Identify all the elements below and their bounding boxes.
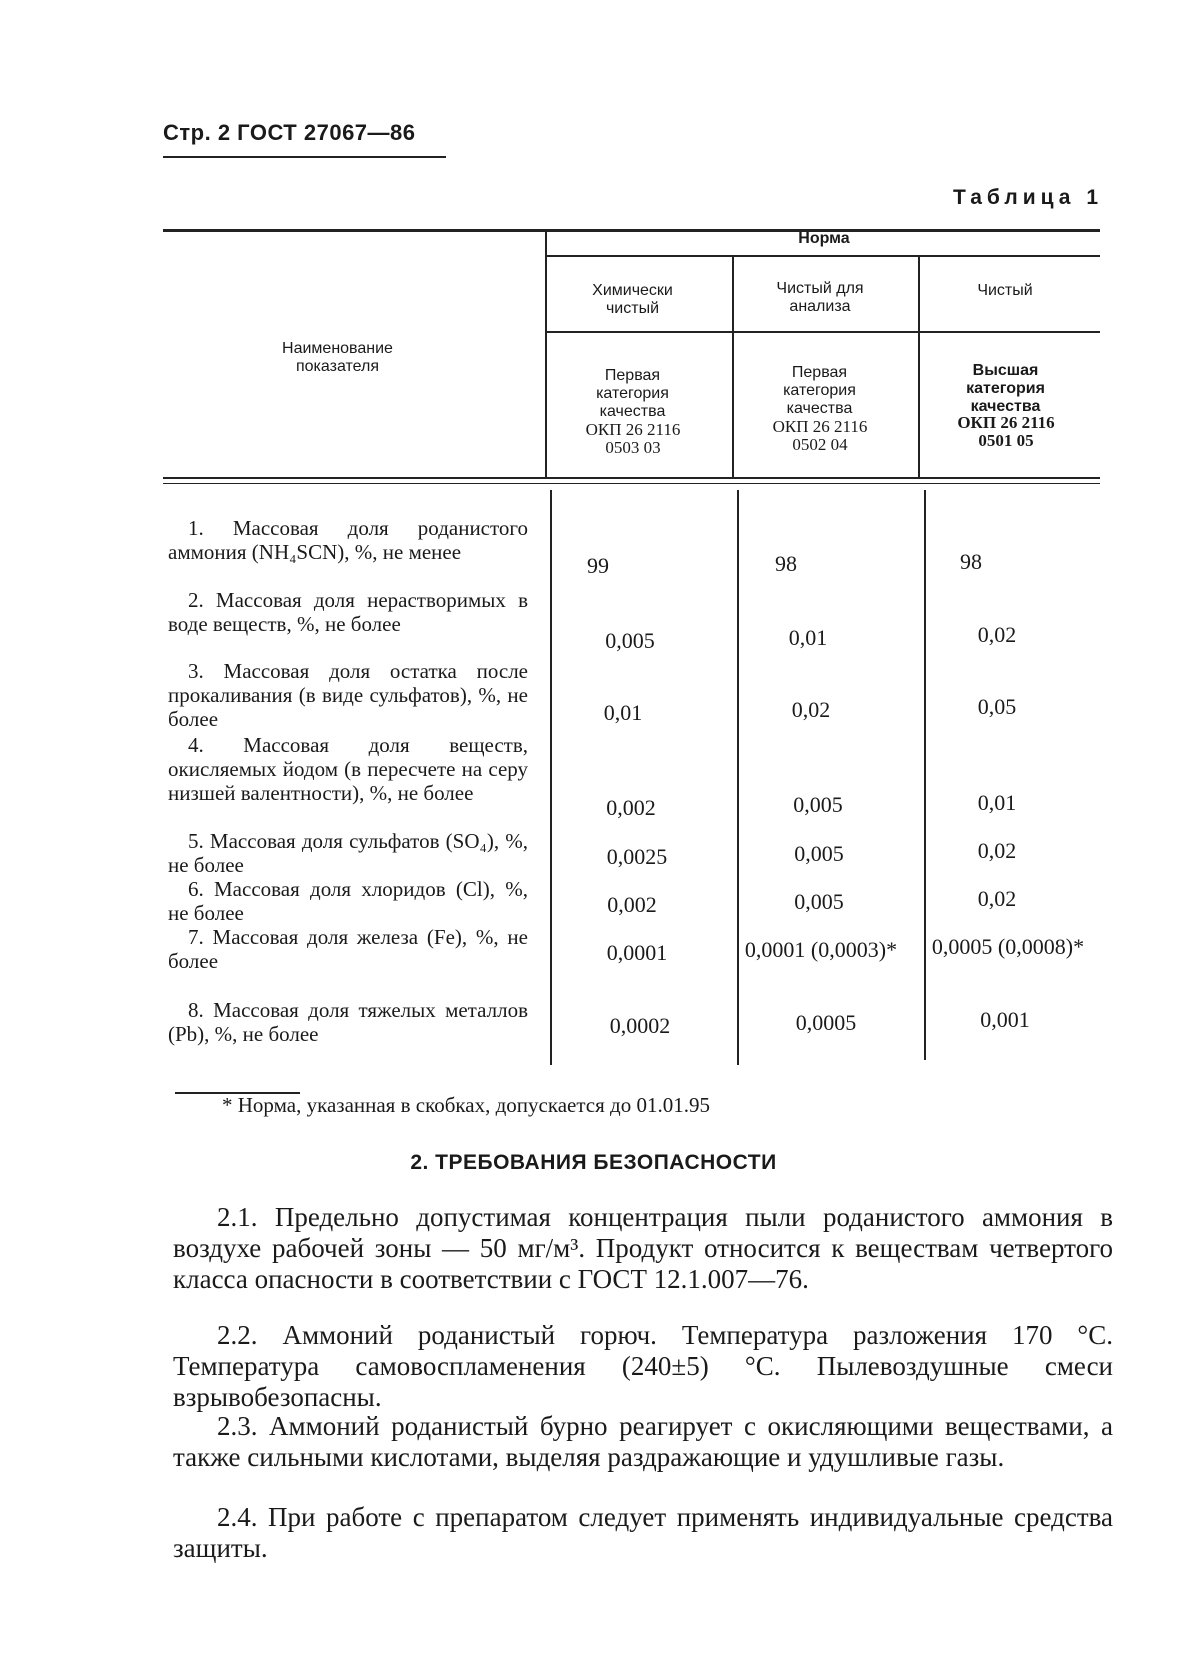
table-row-label: 5. Массовая доля сульфатов (SO₄), %, не более: [168, 829, 528, 877]
table-cell: 0,0001: [606, 940, 668, 965]
grade-name-2: Чистый для анализа: [776, 280, 864, 315]
table-cell: 98: [960, 549, 982, 574]
table-cell: 98: [775, 551, 797, 576]
norm-header-rule: [545, 255, 1100, 257]
table-cell: 0,02: [791, 697, 831, 722]
table-cell: 0,005: [793, 792, 843, 817]
table-cell: 99: [587, 553, 609, 578]
table-vline-3b: [924, 490, 926, 1060]
table-row-label: 8. Массовая доля тяжелых металлов (Pb), %, не более: [168, 998, 528, 1046]
paragraph: [173, 1411, 1113, 1473]
grade-category-1: Первая категория качества: [596, 367, 669, 420]
paragraph: [173, 1320, 1113, 1413]
table-vline-2: [732, 257, 734, 477]
paragraph-text: 2.4. При работе с препаратом следует применять индивидуальные средства защиты.: [173, 1502, 1113, 1563]
paragraph: [173, 1502, 1113, 1564]
paragraph: [173, 1202, 1113, 1295]
table-cell: 0,0005 (0,0008)*: [931, 934, 1085, 959]
table-cell: 0,01: [603, 700, 643, 725]
grade-okp-2: ОКП 26 2116 0502 04: [772, 417, 868, 454]
col-header-name: Наименование показателя: [282, 340, 393, 375]
grade-name-1: Химически чистый: [592, 282, 673, 317]
grade-name-rule: [547, 331, 1100, 333]
paragraph-text: 2.1. Предельно допустимая концентрация пыли роданистого аммония в воздухе рабочей зоны — 50 мг/м³. Продукт относится к веществам четвертого класса опасности в соответствии с ГОСТ 12.1.007—76.: [173, 1202, 1113, 1294]
table-row-label: 7. Массовая доля железа (Fe), %, не более: [168, 925, 528, 973]
header-bottom-rule: [163, 477, 1100, 479]
grade-category-2: Первая категория качества: [783, 364, 856, 417]
table-cell: 0,002: [606, 795, 656, 820]
table-cell: 0,002: [607, 892, 657, 917]
table-cell: 0,005: [794, 841, 844, 866]
table-row-label: 4. Массовая доля веществ, окисляемых йодом (в пересчете на серу низшей валентности), %, не более: [168, 733, 528, 805]
table-cell: 0,01: [977, 790, 1017, 815]
table-row-label: 6. Массовая доля хлоридов (Cl), %, не более: [168, 877, 528, 925]
table-cell: 0,0001 (0,0003)*: [744, 937, 898, 962]
norm-header: Норма: [798, 230, 850, 247]
table-row-label: 1. Массовая доля роданистого аммония (NH₄SCN), %, не менее: [168, 516, 528, 564]
grade-category-3: Высшая категория качества: [966, 362, 1045, 415]
header-rule: [163, 156, 446, 158]
paragraph-text: 2.2. Аммоний роданистый горюч. Температура разложения 170 °С. Температура самовоспламенения (240±5) °С. Пылевоздушные смеси взрывобезопасны.: [173, 1320, 1113, 1412]
table-cell: 0,02: [977, 622, 1017, 647]
table-cell: 0,05: [977, 694, 1017, 719]
table-title: Таблица 1: [952, 186, 1103, 209]
table-cell: 0,01: [788, 625, 828, 650]
page-header: Стр. 2 ГОСТ 27067—86: [163, 120, 416, 145]
grade-okp-1: ОКП 26 2116 0503 03: [585, 420, 681, 457]
table-cell: 0,005: [794, 889, 844, 914]
table-cell: 0,001: [980, 1007, 1030, 1032]
table-cell: 0,0025: [606, 844, 668, 869]
table-cell: 0,0002: [609, 1013, 671, 1038]
footnote: * Норма, указанная в скобках, допускается до 01.01.95: [222, 1093, 710, 1117]
table-cell: 0,02: [977, 838, 1017, 863]
table-vline-3: [918, 257, 920, 477]
header-bottom-rule-2: [163, 483, 1100, 484]
paragraph-text: 2.3. Аммоний роданистый бурно реагирует с окисляющими веществами, а также сильными кислотами, выделяя раздражающие и удушливые газы.: [173, 1411, 1113, 1472]
table-cell: 0,0005: [795, 1010, 857, 1035]
grade-okp-3: ОКП 26 2116 0501 05: [957, 413, 1055, 450]
table-vline-1: [545, 229, 547, 477]
grade-name-3: Чистый: [977, 282, 1033, 299]
table-cell: 0,005: [605, 628, 655, 653]
table-row-label: 3. Массовая доля остатка после прокаливания (в виде сульфатов), %, не более: [168, 659, 528, 731]
table-row-label: 2. Массовая доля нерастворимых в воде веществ, %, не более: [168, 588, 528, 636]
table-cell: 0,02: [977, 886, 1017, 911]
section-title: 2. ТРЕБОВАНИЯ БЕЗОПАСНОСТИ: [410, 1151, 777, 1174]
